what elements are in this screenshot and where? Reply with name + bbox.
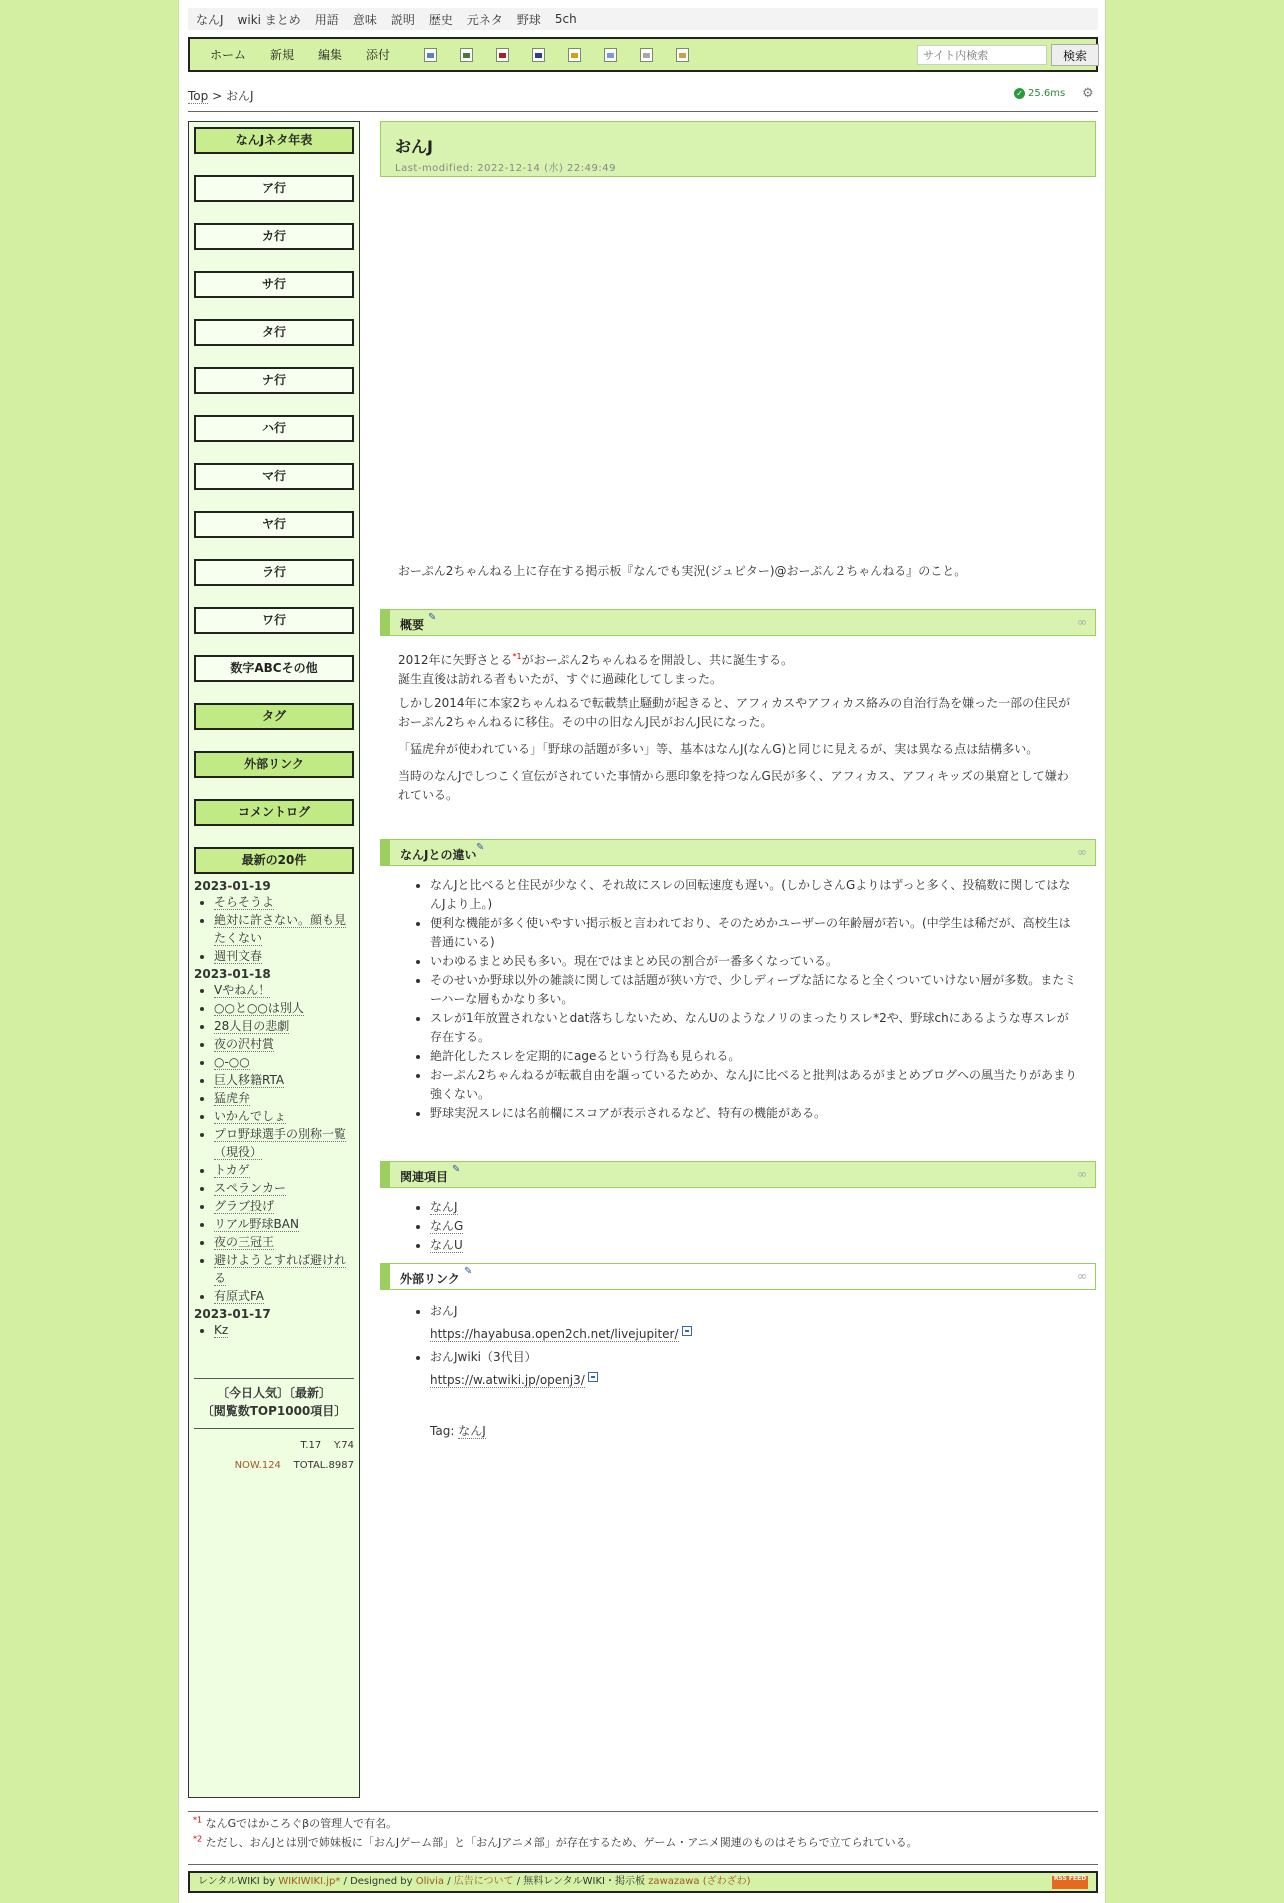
footer-text: レンタルWIKI by — [198, 1876, 276, 1887]
list-item — [214, 947, 354, 965]
sidebar-item-external-links[interactable]: 外部リンク — [194, 751, 354, 778]
counter-yesterday: Y.74 — [334, 1440, 354, 1451]
copy-page-icon[interactable] — [424, 48, 437, 62]
recent-link[interactable]: そらそうよ — [214, 895, 275, 909]
overview-p4: 当時のなんJでしつこく宣伝がされていた事情から悪印象を持つなんG民が多く、アフィカス、アフィキッズの巣窟として嫌われている。 — [398, 769, 1069, 802]
recent-date: 2023-01-19 — [194, 879, 271, 893]
rank-link-top1000[interactable]: 〔閲覧数TOP1000項目〕 — [201, 1404, 347, 1418]
recent-link[interactable]: ○-○○ — [214, 1055, 250, 1069]
recent-link[interactable]: 夜の沢村賞 — [214, 1037, 275, 1051]
new-button[interactable]: 新規 — [270, 48, 295, 62]
recent-link[interactable]: Vやねん！ — [214, 983, 271, 997]
backup-icon[interactable] — [532, 48, 545, 62]
list-item — [214, 1321, 354, 1339]
text: 誕生直後は訪れる者もいたが、すぐに過疎化してしまった。 — [398, 672, 723, 686]
list-item: • 便利な機能が多く使いやすい掲示板と言われており、そのためかユーザーの年齢層が若い。(中学生は稀だが、高校生は普通にいる) — [430, 914, 1078, 952]
sidebar-item-a[interactable]: ア行 — [194, 175, 354, 202]
list-item — [430, 1300, 1078, 1346]
divider — [188, 111, 1098, 112]
link-name: おんJ — [430, 1304, 458, 1318]
anchor-link-icon[interactable]: ∞ — [1077, 615, 1087, 629]
external-link-icon — [588, 1372, 598, 1382]
access-counter — [194, 1436, 354, 1476]
text: がおーぷん2ちゃんねるを開設し、共に誕生する。 — [521, 653, 794, 667]
popularity-links — [194, 1384, 354, 1420]
related-link[interactable]: なんG — [430, 1219, 464, 1233]
list-item: • おーぷん2ちゃんねるが転載自由を謳っているためか、なんJに比べると批判はあるがまとめブログへの風当たりがあまり強くない。 — [430, 1066, 1078, 1104]
links-list — [398, 1300, 1078, 1392]
footnote-mark[interactable]: *2 — [193, 1834, 203, 1844]
section-title: 概要 — [400, 618, 425, 632]
recent-link[interactable]: トカゲ — [214, 1163, 250, 1177]
topnav-link[interactable]: 用語 — [314, 12, 339, 27]
delete-icon[interactable] — [496, 48, 509, 62]
topnav-link[interactable]: wiki まとめ — [237, 12, 301, 27]
list-item — [214, 1017, 354, 1035]
divider — [194, 1428, 354, 1429]
topnav-link[interactable]: 意味 — [352, 12, 377, 27]
designer-link[interactable]: Olivia — [415, 1876, 444, 1887]
help-icon[interactable] — [676, 48, 689, 62]
gear-icon[interactable]: ⚙ — [1082, 86, 1094, 101]
section-heading-related — [380, 1161, 1096, 1188]
diff-icon[interactable] — [460, 48, 473, 62]
external-link[interactable]: https://w.atwiki.jp/openj3/ — [430, 1373, 585, 1387]
section-title: 関連項目 — [400, 1170, 449, 1184]
sidebar-item-na[interactable]: ナ行 — [194, 367, 354, 394]
toolbar — [188, 37, 1098, 72]
section-heading-links — [380, 1263, 1096, 1290]
list-item — [214, 1215, 354, 1233]
recent-link[interactable]: 絶対に許さない。顔も見たくない — [214, 913, 347, 945]
counter-today: T.17 — [300, 1440, 322, 1451]
sidebar-item-ra[interactable]: ラ行 — [194, 559, 354, 586]
last-modified: Last-modified: 2022-12-14 (水) 22:49:49 — [395, 163, 616, 174]
list-item — [430, 1198, 1078, 1217]
freeze-icon[interactable] — [568, 48, 581, 62]
breadcrumb — [188, 87, 253, 104]
recent-title: 最新の20件 — [194, 847, 354, 874]
list-item — [214, 1233, 354, 1251]
wikiwiki-link[interactable]: WIKIWIKI.jp* — [278, 1876, 341, 1887]
breadcrumb-top-link[interactable]: Top — [188, 89, 209, 103]
page — [178, 0, 1106, 1903]
recent-link[interactable]: いかんでしょ — [214, 1109, 287, 1123]
tag-link[interactable]: なんJ — [458, 1424, 486, 1438]
list-item: • 絶許化したスレを定期的にageるという行為も見られる。 — [430, 1047, 1078, 1066]
overview-p1 — [398, 647, 1078, 689]
recent-list — [194, 877, 354, 1339]
topnav-link[interactable]: なんJ — [196, 12, 224, 27]
list-item: • なんJと比べると住民が少なく、それ故にスレの回転速度も遅い。(しかしさんGよりはずっと多く、投稿数に関してはなんJより上。) — [430, 876, 1078, 914]
list-item — [214, 1071, 354, 1089]
list-item — [214, 1179, 354, 1197]
footer — [188, 1871, 1098, 1893]
divider — [188, 1811, 1098, 1812]
diff-list — [398, 876, 1078, 1123]
section-heading-diff — [380, 839, 1096, 866]
recent-link[interactable]: 避けようとすれば避けれる — [214, 1253, 347, 1285]
related-link[interactable]: なんU — [430, 1238, 463, 1252]
list-item — [214, 1125, 354, 1161]
list-item: • スレが1年放置されないとdat落ちしないため、なんUのようなノリのまったりスレ*2や、野球chにあるような専スレが存在する。 — [430, 1009, 1078, 1047]
link-name: おんJwiki（3代目） — [430, 1350, 537, 1364]
tag-label: Tag: — [430, 1424, 455, 1438]
list-item — [214, 893, 354, 911]
list-item — [430, 1236, 1078, 1255]
new-page-icon[interactable] — [640, 48, 653, 62]
topnav-link[interactable]: 元ネタ — [466, 12, 503, 27]
anchor-link-icon[interactable]: ∞ — [1077, 1269, 1087, 1283]
recent-link[interactable]: グラブ投げ — [214, 1199, 275, 1213]
top-nav — [188, 8, 1098, 30]
footnote-text: ただし、おんJとは別で姉妹板に「おんJゲーム部」と「おんJアニメ部」が存在するため、ゲーム・アニメ関連のものはそちらで立てられている。 — [205, 1836, 918, 1849]
topnav-link[interactable]: 説明 — [390, 12, 415, 27]
list-item — [214, 1197, 354, 1215]
footnote-mark[interactable]: *1 — [193, 1815, 203, 1825]
recent-link[interactable]: Kz — [214, 1323, 229, 1337]
sidebar-item-tags[interactable]: タグ — [194, 703, 354, 730]
overview-p2: しかし2014年に本家2ちゃんねるで転載禁止騒動が起きると、アフィカスやアフィカス絡みの自治行為を嫌った一部の住民がおーぷん2ちゃんねるに移住。その中の旧なんJ民がおんJ民になった。 — [398, 696, 1071, 729]
sidebar-item-ya[interactable]: ヤ行 — [194, 511, 354, 538]
recent-link[interactable]: 28人目の悲劇 — [214, 1019, 290, 1033]
related-list — [398, 1198, 1078, 1255]
sidebar-item-ta[interactable]: タ行 — [194, 319, 354, 346]
edit-pencil-icon[interactable]: ✎ — [452, 1164, 461, 1175]
edit-pencil-icon[interactable]: ✎ — [464, 1266, 473, 1277]
topnav-link[interactable]: 歴史 — [428, 12, 453, 27]
list-item — [214, 1251, 354, 1287]
divider — [194, 1378, 354, 1379]
recent-date: 2023-01-18 — [194, 967, 271, 981]
render-time: ✓ 25.6ms — [1014, 88, 1065, 99]
recent-link[interactable]: プロ野球選手の別称一覧 （現役） — [214, 1127, 347, 1159]
breadcrumb-current: おんJ — [225, 89, 254, 103]
list-icon[interactable] — [604, 48, 617, 62]
list-item: • 野球実況スレには名前欄にスコアが表示されるなど、特有の機能がある。 — [430, 1104, 1078, 1123]
recent-link[interactable]: リアル野球BAN — [214, 1217, 299, 1231]
list-item — [214, 981, 354, 999]
section-title: なんJとの違い — [400, 848, 477, 862]
list-item — [214, 1287, 354, 1305]
sidebar-item-timeline[interactable]: なんJネタ年表 — [194, 127, 354, 154]
external-link-icon — [682, 1326, 692, 1336]
recent-link[interactable]: スペランカー — [214, 1181, 287, 1195]
page-title: おんJ — [395, 137, 433, 156]
list-item — [214, 1107, 354, 1125]
related-link[interactable]: なんJ — [430, 1200, 458, 1214]
attach-button[interactable]: 添付 — [366, 48, 391, 62]
recent-link[interactable]: 巨人移籍RTA — [214, 1073, 285, 1087]
list-item — [214, 1053, 354, 1071]
divider — [188, 1864, 1098, 1865]
external-link[interactable]: https://hayabusa.open2ch.net/livejupiter/ — [430, 1327, 679, 1341]
footer-text: / Designed by — [343, 1876, 413, 1887]
footer-text: / — [447, 1876, 451, 1887]
list-item: • そのせいか野球以外の雑談に関しては話題が狭い方で、少しディープな話になると全くついていけない層が多数。またミーハーな層もかなり多い。 — [430, 971, 1078, 1009]
list-item — [214, 1161, 354, 1179]
sidebar-item-sa[interactable]: サ行 — [194, 271, 354, 298]
recent-date: 2023-01-17 — [194, 1307, 271, 1321]
recent-link[interactable]: 夜の三冠王 — [214, 1235, 275, 1249]
section-heading-overview — [380, 609, 1096, 636]
list-item — [430, 1217, 1078, 1236]
list-item — [214, 1035, 354, 1053]
tag-line — [430, 1422, 1110, 1441]
title-box — [380, 121, 1096, 177]
recent-link[interactable]: 有原式FA — [214, 1289, 265, 1303]
sidebar-item-ma[interactable]: マ行 — [194, 463, 354, 490]
list-item: • いわゆるまとめ民も多い。現在ではまとめ民の割合が一番多くなっている。 — [430, 952, 1078, 971]
edit-pencil-icon[interactable]: ✎ — [476, 842, 485, 853]
edit-button[interactable]: 編集 — [318, 48, 343, 62]
counter-total: TOTAL.8987 — [293, 1460, 354, 1471]
counter-now: NOW.124 — [234, 1460, 281, 1471]
edit-pencil-icon[interactable]: ✎ — [428, 612, 437, 623]
sidebar — [188, 121, 360, 1798]
sidebar-item-ka[interactable]: カ行 — [194, 223, 354, 250]
list-item — [214, 999, 354, 1017]
home-button[interactable]: ホーム — [210, 48, 247, 62]
zawazawa-link[interactable]: zawazawa (ざわざわ) — [648, 1876, 751, 1887]
rss-feed-icon[interactable]: RSS FEED — [1052, 1876, 1088, 1889]
breadcrumb-separator: > — [208, 89, 226, 103]
ads-link[interactable]: 広告について — [453, 1876, 514, 1887]
text: 2012年に矢野さとる — [398, 653, 513, 667]
search-button[interactable]: 検索 — [1051, 44, 1099, 66]
topnav-link[interactable]: 野球 — [516, 12, 541, 27]
footer-text: / 無料レンタルWIKI・掲示板 — [516, 1876, 645, 1887]
anchor-link-icon[interactable]: ∞ — [1077, 845, 1087, 859]
list-item — [430, 1346, 1078, 1392]
list-item — [214, 1089, 354, 1107]
footnote-2 — [193, 1834, 918, 1850]
sidebar-item-wa[interactable]: ワ行 — [194, 607, 354, 634]
footnote-ref[interactable]: *1 — [512, 652, 522, 661]
sidebar-item-comment-log[interactable]: コメントログ — [194, 799, 354, 826]
overview-p3: 「猛虎弁が使われている」「野球の話題が多い」等、基本はなんJ(なんG)と同じに見えるが、実は異なる点は結構多い。 — [398, 742, 1039, 756]
footnote-1 — [193, 1815, 397, 1831]
recent-link[interactable]: ○○と○○は別人 — [214, 1001, 304, 1015]
sidebar-item-ha[interactable]: ハ行 — [194, 415, 354, 442]
footnote-text: なんGではかころぐβの管理人で有名。 — [205, 1817, 398, 1830]
sidebar-item-other[interactable]: 数字ABCその他 — [194, 655, 354, 682]
section-title: 外部リンク — [400, 1272, 460, 1286]
search-input[interactable] — [917, 45, 1047, 65]
list-item — [214, 911, 354, 947]
rank-link-today-latest[interactable]: 〔今日人気〕〔最新〕 — [216, 1386, 331, 1400]
anchor-link-icon[interactable]: ∞ — [1077, 1167, 1087, 1181]
topnav-link[interactable]: 5ch — [554, 12, 577, 26]
recent-link[interactable]: 週刊文春 — [214, 949, 263, 963]
intro-text: おーぷん2ちゃんねる上に存在する掲示板『なんでも実況(ジュピター)@おーぷん２ちゃんねる』のこと。 — [398, 564, 967, 578]
recent-link[interactable]: 猛虎弁 — [214, 1091, 251, 1105]
